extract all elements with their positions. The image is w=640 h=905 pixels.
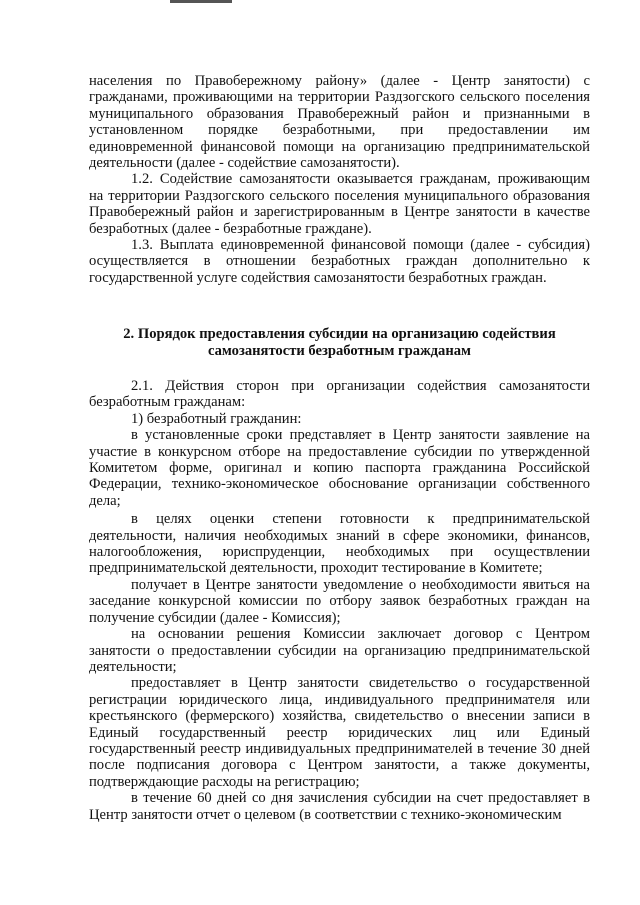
paragraph-1-2: 1.2. Содействие самозанятости оказывается гражданам, проживающим на территории Раздзогского сельского поселения муниципального образования Правобережный район и зарегистрированным в Центре занятости в качестве безработных (далее - безработные граждане). [89,171,590,237]
section-2-heading-line-1: 2. Порядок предоставления субсидии на организацию содействия [123,326,556,342]
sub-item-contract: на основании решения Комиссии заключает договор с Центром занятости о предоставлении субсидии на организацию предпринимательской деятельности; [89,626,590,675]
list-item-1: 1) безработный гражданин: [131,410,302,427]
scan-artifact-mark [170,0,232,3]
section-1-text [89,73,590,286]
section-2-text [89,378,590,823]
intro-paragraph: населения по Правобережному району» (далее - Центр занятости) с гражданами, проживающими на территории Раздзогского сельского поселения муниципального образования Правобережный район и признанными в установленном порядке безработными, при предоставлении им единовременной финансовой помощи на организацию предпринимательской деятельности (далее - содействие самозанятости). [89,73,590,172]
sub-item-notification: получает в Центре занятости уведомление о необходимости явиться на заседание конкурсной комиссии по отбору заявок безработных граждан на получение субсидии (далее - Комиссия); [89,576,590,626]
paragraph-2-1: 2.1. Действия сторон при организации содействия самозанятости безработным гражданам: [89,378,590,411]
sub-item-registration: предоставляет в Центр занятости свидетельство о государственной регистрации юридического лица, индивидуального предпринимателя или крестьянского (фермерского) хозяйства, свидетельство о внесении записи в Единый государственный реестр юридических лиц или Единый государственный реестр индивидуальных предпринимателей в течение 30 дней после подписания договора с Центром занятости, а также документы, подтверждающие расходы на регистрацию; [89,675,590,790]
sub-item-testing: в целях оценки степени готовности к предпринимательской деятельности, наличия необходимых знаний в сфере экономики, финансов, налогообложения, юриспруденции, необходимых при осуществлении предпринимательской деятельности, проходит тестирование в Комитете; [89,511,590,577]
section-2-heading-line-2: самозанятости безработным гражданам [207,342,471,359]
paragraph-1-3: 1.3. Выплата единовременной финансовой помощи (далее - субсидия) осуществляется в отношении безработных граждан дополнительно к государственной услуге содействия самозанятости безработных граждан. [89,237,590,286]
section-2-heading [89,326,590,359]
sub-item-report: в течение 60 дней со дня зачисления субсидии на счет предоставляет в Центр занятости отчет о целевом (в соответствии с технико-экономическим [89,790,590,823]
sub-item-application: в установленные сроки представляет в Центр занятости заявление на участие в конкурсном отборе на предоставление субсидии по утвержденной Комитетом форме, оригинал и копию паспорта гражданина Российской Федерации, технико-экономическое обоснование организации собственного дела; [89,427,590,509]
